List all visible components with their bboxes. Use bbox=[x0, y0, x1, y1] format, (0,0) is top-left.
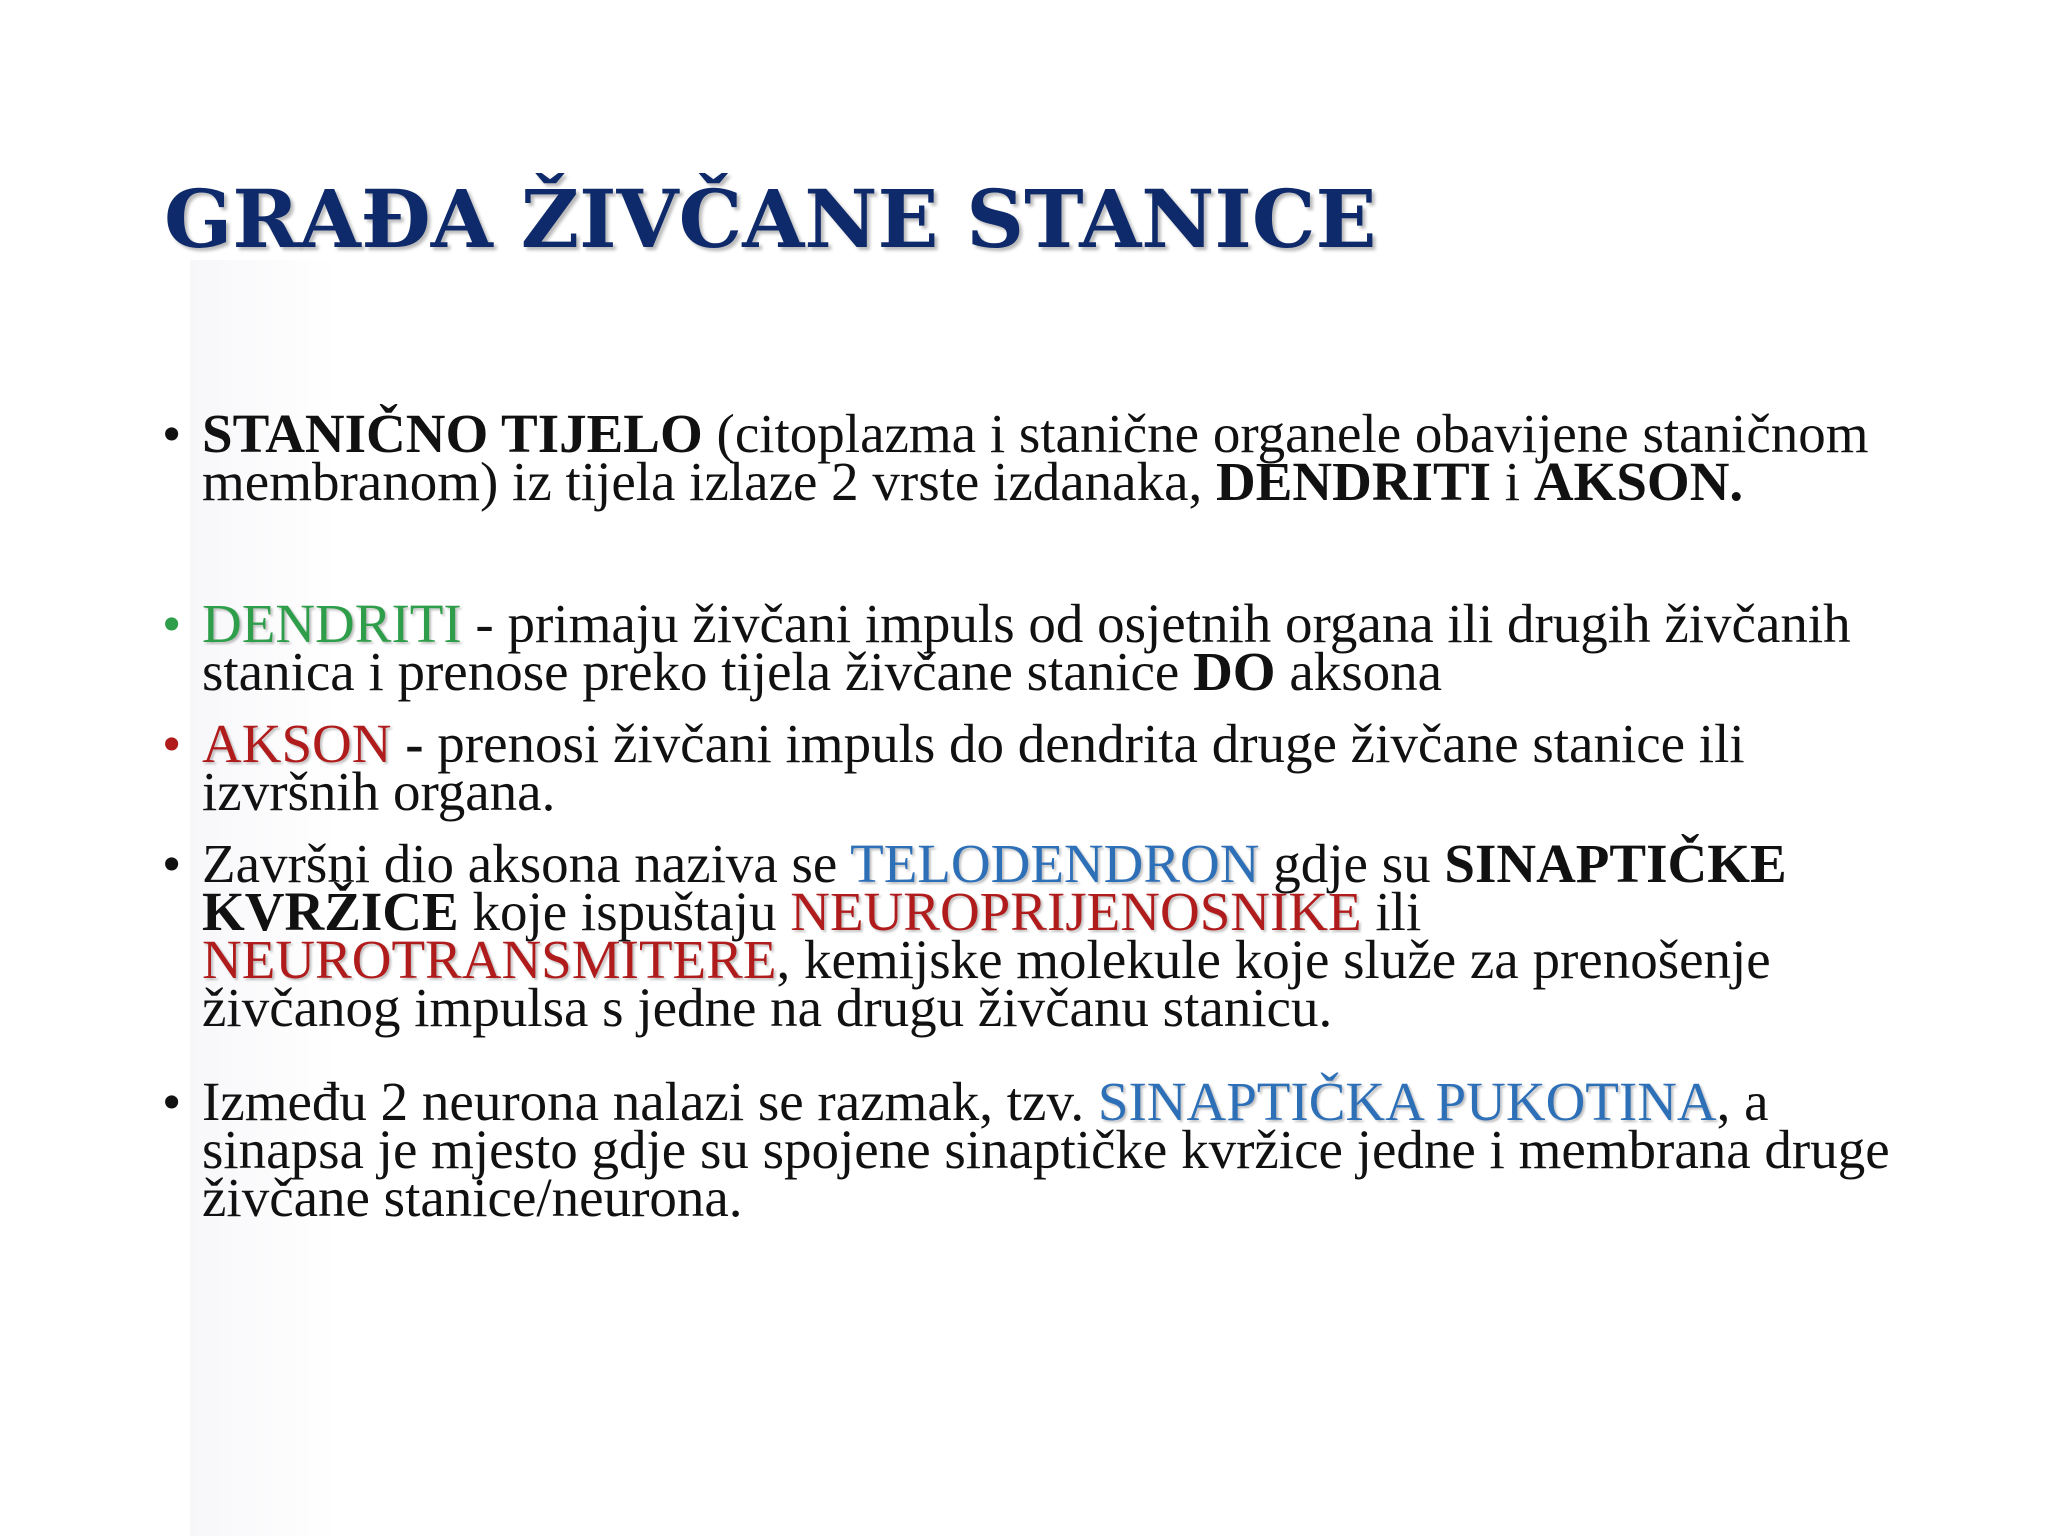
text-axon-desc: prenosi živčani impuls do dendrita druge živčane stanice ili izvršnih organa. bbox=[202, 713, 1745, 822]
text-or: ili bbox=[1361, 881, 1422, 942]
bullet-axon bbox=[160, 713, 1920, 822]
bullet-dendrites bbox=[160, 593, 1920, 702]
term-do: DO bbox=[1193, 641, 1276, 702]
text-dash: - bbox=[391, 713, 424, 774]
text-synapse-desc: , a sinapsa je mjesto gdje su spojene sinaptičke kvržice jedne i membrana druge živčane stanice/neurona. bbox=[202, 1071, 1890, 1228]
bullet-synaptic-cleft bbox=[160, 1071, 1920, 1228]
term-synaptic-knobs: SINAPTIČKE KVRŽICE bbox=[202, 833, 1787, 942]
bullet-telodendron bbox=[160, 833, 1920, 1038]
bullet-cell-body bbox=[160, 403, 1920, 512]
term-neuroprijenosnike: NEUROPRIJENOSNIKE bbox=[790, 881, 1362, 942]
text-molecules-desc: , kemijske molekule koje služe za prenošenje živčanog impulsa s jedne na drugu živčanu stanicu. bbox=[202, 929, 1771, 1038]
text-release: koje ispuštaju bbox=[458, 881, 791, 942]
term-synaptic-cleft: SINAPTIČKA PUKOTINA bbox=[1097, 1071, 1717, 1132]
text-and: i bbox=[1491, 451, 1534, 512]
term-neurotransmitere: NEUROTRANSMITERE bbox=[202, 929, 777, 990]
text-where: gdje su bbox=[1259, 833, 1445, 894]
term-dendrites: DENDRITI bbox=[1215, 451, 1492, 512]
term-dendrites-green: DENDRITI bbox=[202, 593, 462, 654]
term-telodendron: TELODENDRON bbox=[850, 833, 1260, 894]
bullet-list bbox=[160, 403, 1920, 1228]
text-final-part: Završni dio aksona naziva se bbox=[202, 833, 851, 894]
slide-title: GRAĐA ŽIVČANE STANICE bbox=[164, 172, 1377, 266]
term-cell-body: STANIČNO TIJELO bbox=[202, 403, 703, 464]
term-axon-red: AKSON bbox=[202, 713, 392, 774]
text-dendrites-desc: - primaju živčani impuls od osjetnih organa ili drugih živčanih stanica i prenose preko tijela živčane stanice bbox=[202, 593, 1851, 702]
term-axon: AKSON. bbox=[1533, 451, 1744, 512]
text-between-neurons: Između 2 neurona nalazi se razmak, tzv. bbox=[202, 1071, 1098, 1132]
text-axon-word: aksona bbox=[1275, 641, 1443, 702]
text-cell-body-desc: (citoplazma i stanične organele obavijene staničnom membranom) iz tijela izlaze 2 vrste izdanaka, bbox=[202, 403, 1869, 512]
